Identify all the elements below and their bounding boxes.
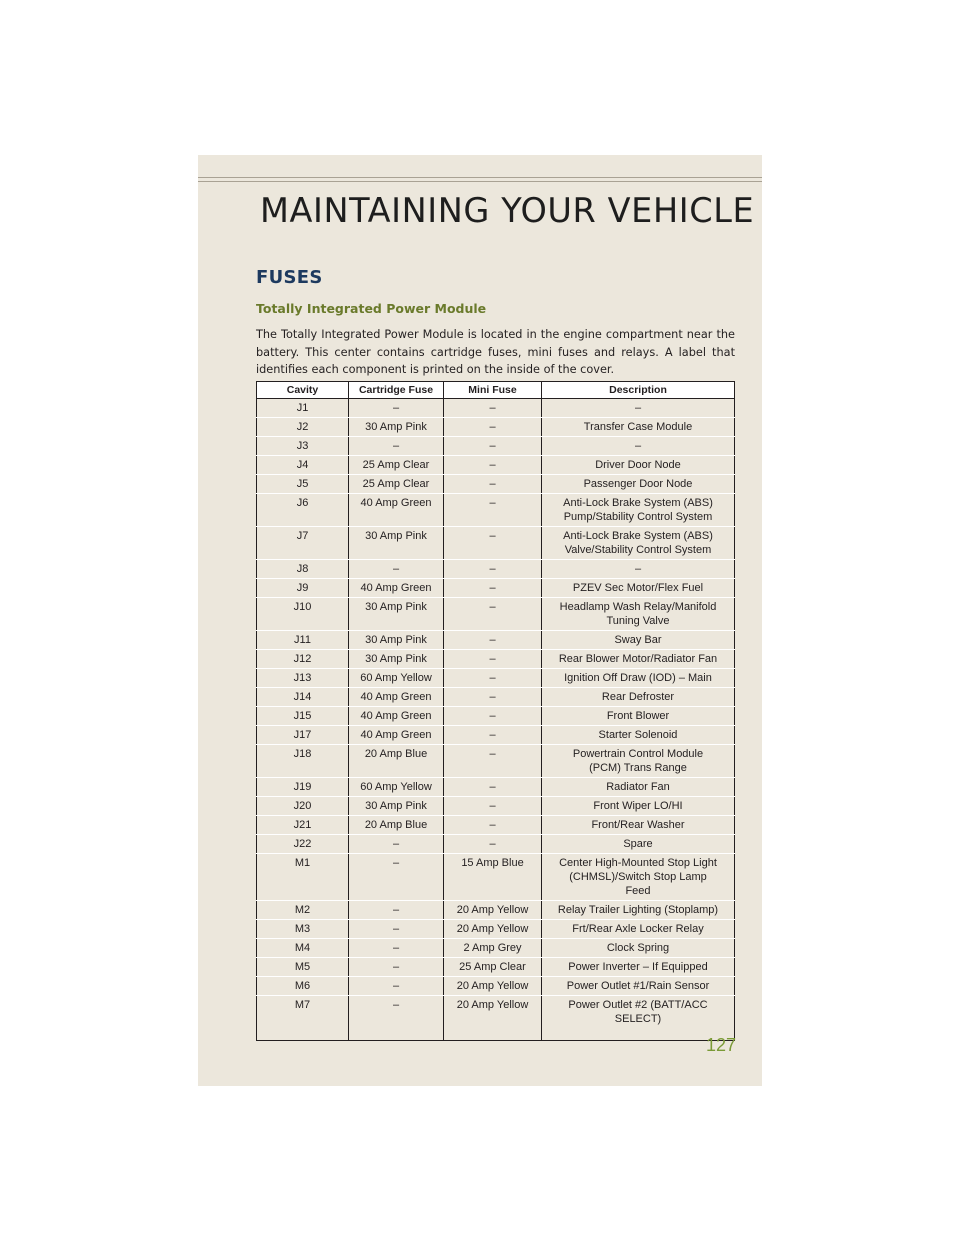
cavity-cell: J17 — [257, 726, 349, 745]
description-cell: – — [542, 437, 735, 456]
table-row — [257, 650, 735, 669]
table-row — [257, 778, 735, 797]
mini-fuse-cell: – — [444, 835, 542, 854]
fuse-table — [256, 381, 735, 1041]
cartridge-fuse-cell: 60 Amp Yellow — [349, 778, 444, 797]
table-row — [257, 958, 735, 977]
table-row — [257, 475, 735, 494]
description-cell: Front/Rear Washer — [542, 816, 735, 835]
description-cell: Rear Blower Motor/Radiator Fan — [542, 650, 735, 669]
cavity-cell: M1 — [257, 854, 349, 901]
cavity-cell: M6 — [257, 977, 349, 996]
header-rule — [198, 177, 762, 182]
description-cell: Passenger Door Node — [542, 475, 735, 494]
table-row — [257, 598, 735, 631]
cavity-cell: M2 — [257, 901, 349, 920]
cartridge-fuse-cell: 30 Amp Pink — [349, 527, 444, 560]
cartridge-fuse-cell: – — [349, 958, 444, 977]
mini-fuse-cell: – — [444, 816, 542, 835]
table-row — [257, 669, 735, 688]
table-row — [257, 901, 735, 920]
mini-fuse-cell: – — [444, 688, 542, 707]
mini-fuse-cell: 15 Amp Blue — [444, 854, 542, 901]
cavity-cell: J19 — [257, 778, 349, 797]
description-cell: Ignition Off Draw (IOD) – Main — [542, 669, 735, 688]
mini-fuse-cell: – — [444, 399, 542, 418]
manual-page — [198, 155, 762, 1086]
mini-fuse-cell: 2 Amp Grey — [444, 939, 542, 958]
cartridge-fuse-cell: 20 Amp Blue — [349, 745, 444, 778]
table-row — [257, 494, 735, 527]
table-body — [257, 399, 735, 1041]
mini-fuse-cell: – — [444, 726, 542, 745]
cartridge-fuse-cell: 30 Amp Pink — [349, 650, 444, 669]
cavity-cell: M4 — [257, 939, 349, 958]
header-cartridge-fuse: Cartridge Fuse — [349, 382, 444, 399]
cartridge-fuse-cell: 40 Amp Green — [349, 726, 444, 745]
table-row — [257, 745, 735, 778]
mini-fuse-cell: – — [444, 598, 542, 631]
cartridge-fuse-cell: 30 Amp Pink — [349, 797, 444, 816]
cavity-cell: J22 — [257, 835, 349, 854]
description-cell: Power Inverter – If Equipped — [542, 958, 735, 977]
description-cell: Transfer Case Module — [542, 418, 735, 437]
table-row — [257, 920, 735, 939]
description-cell: – — [542, 560, 735, 579]
page-number: 127 — [706, 1035, 737, 1055]
cavity-cell: J6 — [257, 494, 349, 527]
table-row — [257, 996, 735, 1041]
cartridge-fuse-cell: 40 Amp Green — [349, 579, 444, 598]
cartridge-fuse-cell: 25 Amp Clear — [349, 456, 444, 475]
description-cell: Power Outlet #2 (BATT/ACC SELECT) — [542, 996, 735, 1041]
cavity-cell: J20 — [257, 797, 349, 816]
cartridge-fuse-cell: 25 Amp Clear — [349, 475, 444, 494]
description-cell: Powertrain Control Module (PCM) Trans Range — [542, 745, 735, 778]
mini-fuse-cell: – — [444, 745, 542, 778]
description-cell: Frt/Rear Axle Locker Relay — [542, 920, 735, 939]
cartridge-fuse-cell: 20 Amp Blue — [349, 816, 444, 835]
table-row — [257, 707, 735, 726]
cartridge-fuse-cell: 60 Amp Yellow — [349, 669, 444, 688]
description-cell: Rear Defroster — [542, 688, 735, 707]
description-cell: Spare — [542, 835, 735, 854]
table-row — [257, 527, 735, 560]
description-cell: PZEV Sec Motor/Flex Fuel — [542, 579, 735, 598]
description-cell: Anti-Lock Brake System (ABS) Pump/Stability Control System — [542, 494, 735, 527]
description-cell: Front Blower — [542, 707, 735, 726]
cavity-cell: M3 — [257, 920, 349, 939]
table-row — [257, 726, 735, 745]
mini-fuse-cell: 20 Amp Yellow — [444, 977, 542, 996]
mini-fuse-cell: – — [444, 437, 542, 456]
cavity-cell: J8 — [257, 560, 349, 579]
description-cell: Power Outlet #1/Rain Sensor — [542, 977, 735, 996]
mini-fuse-cell: – — [444, 494, 542, 527]
table-row — [257, 456, 735, 475]
cavity-cell: J4 — [257, 456, 349, 475]
header-mini-fuse: Mini Fuse — [444, 382, 542, 399]
cavity-cell: J18 — [257, 745, 349, 778]
description-cell: Clock Spring — [542, 939, 735, 958]
cartridge-fuse-cell: 40 Amp Green — [349, 707, 444, 726]
cartridge-fuse-cell: 30 Amp Pink — [349, 598, 444, 631]
header-cavity: Cavity — [257, 382, 349, 399]
cavity-cell: M5 — [257, 958, 349, 977]
cartridge-fuse-cell: – — [349, 996, 444, 1041]
description-cell: Sway Bar — [542, 631, 735, 650]
table-row — [257, 399, 735, 418]
table-header-row — [257, 382, 735, 399]
cartridge-fuse-cell: – — [349, 560, 444, 579]
cartridge-fuse-cell: – — [349, 977, 444, 996]
table-row — [257, 835, 735, 854]
mini-fuse-cell: – — [444, 631, 542, 650]
cavity-cell: M7 — [257, 996, 349, 1041]
cavity-cell: J13 — [257, 669, 349, 688]
cavity-cell: J1 — [257, 399, 349, 418]
description-cell: – — [542, 399, 735, 418]
mini-fuse-cell: – — [444, 579, 542, 598]
cavity-cell: J5 — [257, 475, 349, 494]
mini-fuse-cell: – — [444, 707, 542, 726]
description-cell: Radiator Fan — [542, 778, 735, 797]
table-row — [257, 579, 735, 598]
cavity-cell: J9 — [257, 579, 349, 598]
cartridge-fuse-cell: – — [349, 939, 444, 958]
mini-fuse-cell: – — [444, 797, 542, 816]
mini-fuse-cell: 20 Amp Yellow — [444, 901, 542, 920]
table-row — [257, 560, 735, 579]
mini-fuse-cell: 25 Amp Clear — [444, 958, 542, 977]
cartridge-fuse-cell: 30 Amp Pink — [349, 418, 444, 437]
description-cell: Anti-Lock Brake System (ABS) Valve/Stability Control System — [542, 527, 735, 560]
cavity-cell: J15 — [257, 707, 349, 726]
description-cell: Driver Door Node — [542, 456, 735, 475]
cavity-cell: J12 — [257, 650, 349, 669]
table-row — [257, 939, 735, 958]
description-cell: Front Wiper LO/HI — [542, 797, 735, 816]
mini-fuse-cell: 20 Amp Yellow — [444, 996, 542, 1041]
cartridge-fuse-cell: – — [349, 437, 444, 456]
cavity-cell: J21 — [257, 816, 349, 835]
mini-fuse-cell: – — [444, 560, 542, 579]
cavity-cell: J2 — [257, 418, 349, 437]
table-row — [257, 977, 735, 996]
cartridge-fuse-cell: 40 Amp Green — [349, 688, 444, 707]
chapter-header: MAINTAINING YOUR VEHICLE — [260, 191, 755, 230]
table-row — [257, 688, 735, 707]
description-cell: Center High-Mounted Stop Light (CHMSL)/Switch Stop Lamp Feed — [542, 854, 735, 901]
mini-fuse-cell: – — [444, 456, 542, 475]
cartridge-fuse-cell: – — [349, 920, 444, 939]
description-cell: Headlamp Wash Relay/Manifold Tuning Valve — [542, 598, 735, 631]
section-title: FUSES — [256, 267, 323, 288]
cavity-cell: J11 — [257, 631, 349, 650]
description-cell: Relay Trailer Lighting (Stoplamp) — [542, 901, 735, 920]
table-row — [257, 816, 735, 835]
cavity-cell: J14 — [257, 688, 349, 707]
mini-fuse-cell: 20 Amp Yellow — [444, 920, 542, 939]
table-row — [257, 797, 735, 816]
cartridge-fuse-cell: 30 Amp Pink — [349, 631, 444, 650]
subsection-title: Totally Integrated Power Module — [256, 301, 487, 316]
cartridge-fuse-cell: 40 Amp Green — [349, 494, 444, 527]
cartridge-fuse-cell: – — [349, 901, 444, 920]
cartridge-fuse-cell: – — [349, 835, 444, 854]
mini-fuse-cell: – — [444, 527, 542, 560]
mini-fuse-cell: – — [444, 475, 542, 494]
mini-fuse-cell: – — [444, 650, 542, 669]
cavity-cell: J7 — [257, 527, 349, 560]
table-row — [257, 437, 735, 456]
mini-fuse-cell: – — [444, 669, 542, 688]
mini-fuse-cell: – — [444, 418, 542, 437]
table-row — [257, 854, 735, 901]
cavity-cell: J3 — [257, 437, 349, 456]
header-description: Description — [542, 382, 735, 399]
cavity-cell: J10 — [257, 598, 349, 631]
table-row — [257, 418, 735, 437]
description-cell: Starter Solenoid — [542, 726, 735, 745]
cartridge-fuse-cell: – — [349, 399, 444, 418]
cartridge-fuse-cell: – — [349, 854, 444, 901]
intro-paragraph: The Totally Integrated Power Module is located in the engine compartment near the battery. This center contains cartridge fuses, mini fuses and relays. A label that identifies each component is printed on the inside of the cover. — [256, 328, 735, 376]
mini-fuse-cell: – — [444, 778, 542, 797]
table-row — [257, 631, 735, 650]
